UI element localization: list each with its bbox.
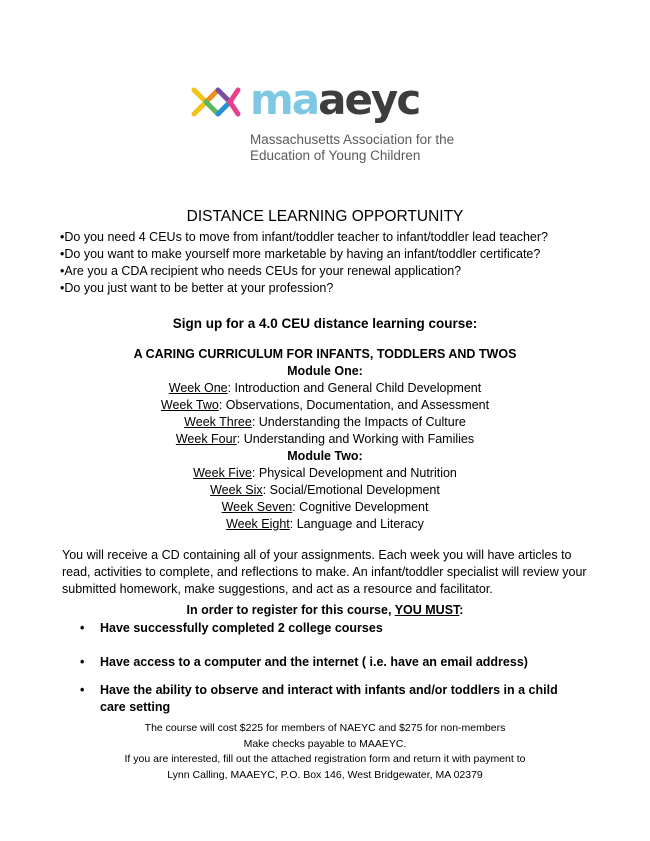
footer-info	[0, 721, 650, 783]
register-heading	[0, 603, 650, 617]
requirements-list	[80, 620, 580, 716]
requirement-item: • Have the ability to observe and interact with infants and/or toddlers in a child care setting	[80, 682, 580, 716]
tagline-line1: Massachusetts Association for the	[250, 132, 455, 147]
signup-heading: Sign up for a 4.0 CEU distance learning course:	[172, 316, 478, 331]
module-one-heading: Module One:	[287, 364, 363, 378]
footer-cost: The course will cost $225 for members of NAEYC and $275 for non-members	[144, 722, 506, 734]
week-topic: : Understanding and Working with Families	[236, 432, 475, 446]
wordmark-aeyc: aeyc	[318, 75, 420, 124]
week-topic: : Observations, Documentation, and Assessment	[218, 398, 490, 412]
week-topic: : Cognitive Development	[292, 500, 429, 514]
week-label: Week Six	[210, 483, 263, 497]
register-lead: In order to register for this course,	[186, 603, 395, 617]
requirement-item: • Have access to a computer and the internet ( i.e. have an email address)	[80, 654, 580, 671]
register-must: YOU MUST	[394, 603, 460, 617]
footer-address: Lynn Calling, MAAEYC, P.O. Box 146, West Bridgewater, MA 02379	[167, 768, 483, 781]
week-row	[0, 482, 650, 499]
week-label: Week Two	[160, 398, 219, 412]
requirement-item: • Have successfully completed 2 college courses	[80, 620, 580, 637]
week-row	[0, 516, 650, 533]
footer-checks: Make checks payable to MAAEYC.	[243, 737, 407, 750]
week-row	[0, 431, 650, 448]
week-topic: : Understanding the Impacts of Culture	[251, 415, 466, 429]
maaeyc-logo	[188, 75, 478, 166]
module-two-heading: Module Two:	[287, 449, 363, 463]
week-topic: : Introduction and General Child Development	[227, 381, 482, 395]
week-topic: : Physical Development and Nutrition	[251, 466, 457, 480]
logo-wordmark	[250, 74, 419, 126]
week-topic: : Language and Literacy	[289, 517, 424, 531]
week-topic: : Social/Emotional Development	[262, 483, 440, 497]
week-row	[0, 380, 650, 397]
description-paragraph: You will receive a CD containing all of your assignments. Each week you will have articles to read, activities to complete, and reflections to make. An infant/toddler specialist will review your submitted homework, make suggestions, and act as a resource and facilitator.	[62, 548, 587, 596]
footer-instructions: If you are interested, fill out the attached registration form and return it with payment to	[124, 753, 526, 765]
interlocking-rings-icon	[188, 80, 244, 124]
week-row	[0, 414, 650, 431]
register-colon: :	[459, 603, 464, 617]
question-list	[60, 229, 548, 297]
week-label: Week One	[168, 381, 228, 395]
week-label: Week Five	[193, 466, 252, 480]
week-label: Week Eight	[226, 517, 290, 531]
page-title: DISTANCE LEARNING OPPORTUNITY	[186, 208, 464, 225]
course-outline	[0, 346, 650, 533]
week-label: Week Seven	[221, 500, 293, 514]
logo-tagline	[250, 132, 490, 164]
week-row	[0, 499, 650, 516]
wordmark-ma: ma	[250, 75, 319, 124]
list-item: • Do you want to make yourself more marketable by having an infant/toddler certificate?	[60, 246, 548, 263]
week-label: Week Three	[184, 415, 252, 429]
list-item: • Do you need 4 CEUs to move from infant/toddler teacher to infant/toddler lead teacher?	[60, 229, 548, 246]
course-title: A CARING CURRICULUM FOR INFANTS, TODDLERS AND TWOS	[133, 347, 517, 361]
list-item: • Do you just want to be better at your profession?	[60, 280, 548, 297]
list-item: • Are you a CDA recipient who needs CEUs for your renewal application?	[60, 263, 548, 280]
week-row	[0, 397, 650, 414]
week-label: Week Four	[175, 432, 237, 446]
tagline-line2: Education of Young Children	[250, 148, 421, 163]
week-row	[0, 465, 650, 482]
